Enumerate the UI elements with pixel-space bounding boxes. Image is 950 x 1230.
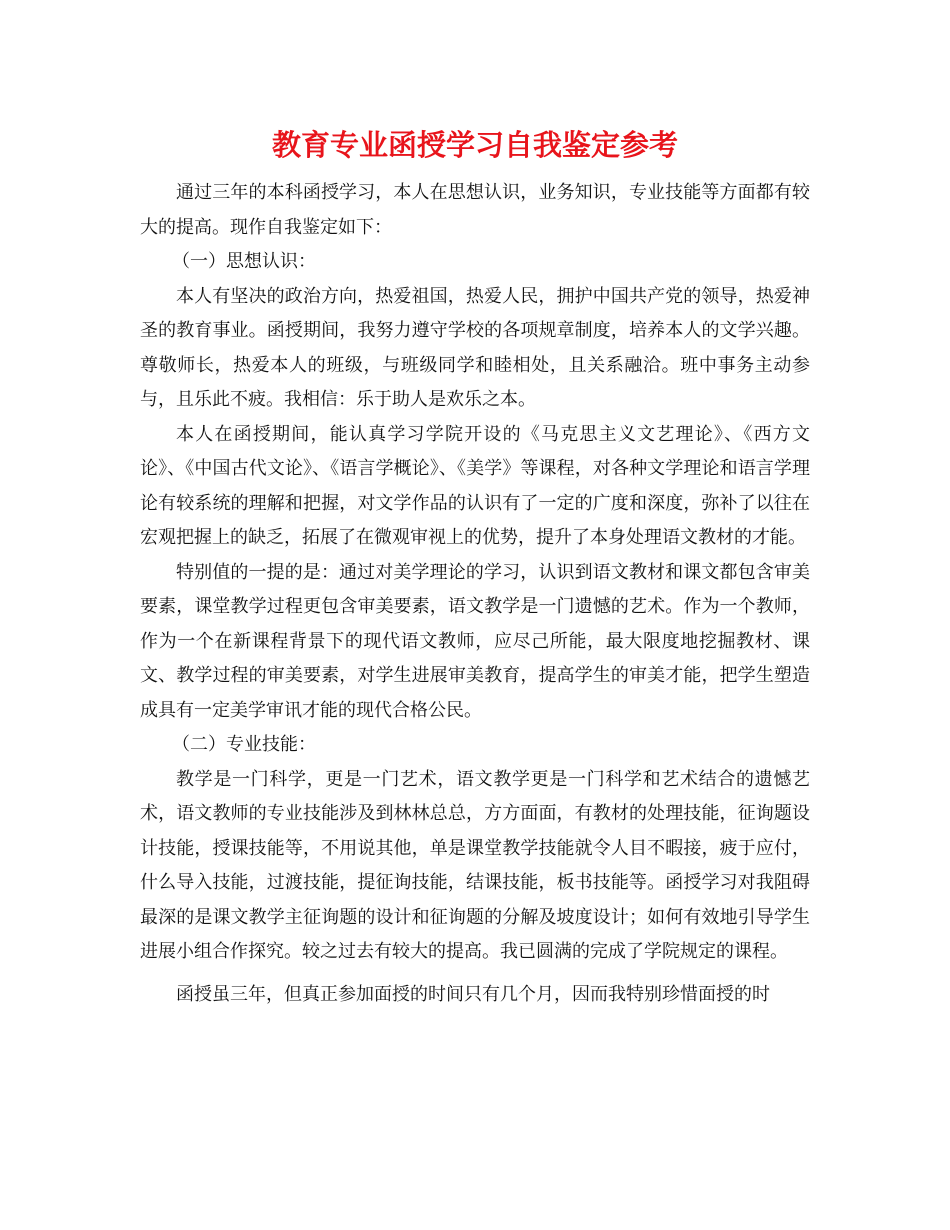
document-page	[140, 120, 810, 1012]
paragraph-thought-2: 本人在函授期间，能认真学习学院开设的《马克思主义文艺理论》、《西方文论》、《中国古代文论》、《语言学概论》、《美学》等课程，对各种文学理论和语言学理论有较系统的理解和把握，对文学作品的认识有了一定的广度和深度，弥补了以往在宏观把握上的缺乏，拓展了在微观审视上的优势，提升了本身处理语文教材的才能。	[140, 423, 810, 548]
document-title: 教育专业函授学习自我鉴定参考	[271, 128, 678, 162]
section-heading-thought: （一）思想认识：	[172, 251, 316, 272]
intro-paragraph: 通过三年的本科函授学习，本人在思想认识，业务知识，专业技能等方面都有较大的提高。现作自我鉴定如下：	[140, 182, 810, 238]
paragraph-thought-1: 本人有坚决的政治方向，热爱祖国，热爱人民，拥护中国共产党的领导，热爱神圣的教育事业。函授期间，我努力遵守学校的各项规章制度，培养本人的文学兴趣。尊敬师长，热爱本人的班级，与班级同学和睦相处，且关系融洽。班中事务主动参与，且乐此不疲。我相信：乐于助人是欢乐之本。	[140, 285, 810, 410]
section-heading-skills: （二）专业技能：	[172, 734, 316, 755]
paragraph-skills-1: 教学是一门科学，更是一门艺术，语文教学更是一门科学和艺术结合的遗憾艺术，语文教师的专业技能涉及到林林总总，方方面面，有教材的处理技能，征询题设计技能，授课技能等，不用说其他，单是课堂教学技能就令人目不暇接，疲于应付，什么导入技能，过渡技能，提征询技能，结课技能，板书技能等。函授学习对我阻碍最深的是课文教学主征询题的设计和征询题的分解及坡度设计；如何有效地引导学生进展小组合作探究。较之过去有较大的提高。我已圆满的完成了学院规定的课程。	[140, 768, 810, 962]
paragraph-thought-3: 特别值的一提的是：通过对美学理论的学习，认识到语文教材和课文都包含审美要素，课堂教学过程更包含审美要素，语文教学是一门遗憾的艺术。作为一个教师，作为一个在新课程背景下的现代语文教师，应尽己所能，最大限度地挖掘教材、课文、教学过程的审美要素，对学生进展审美教育，提高学生的审美才能，把学生塑造成具有一定美学审讯才能的现代合格公民。	[140, 561, 810, 721]
paragraph-skills-2: 函授虽三年，但真正参加面授的时间只有几个月，因而我特别珍惜面授的时	[176, 983, 770, 1005]
